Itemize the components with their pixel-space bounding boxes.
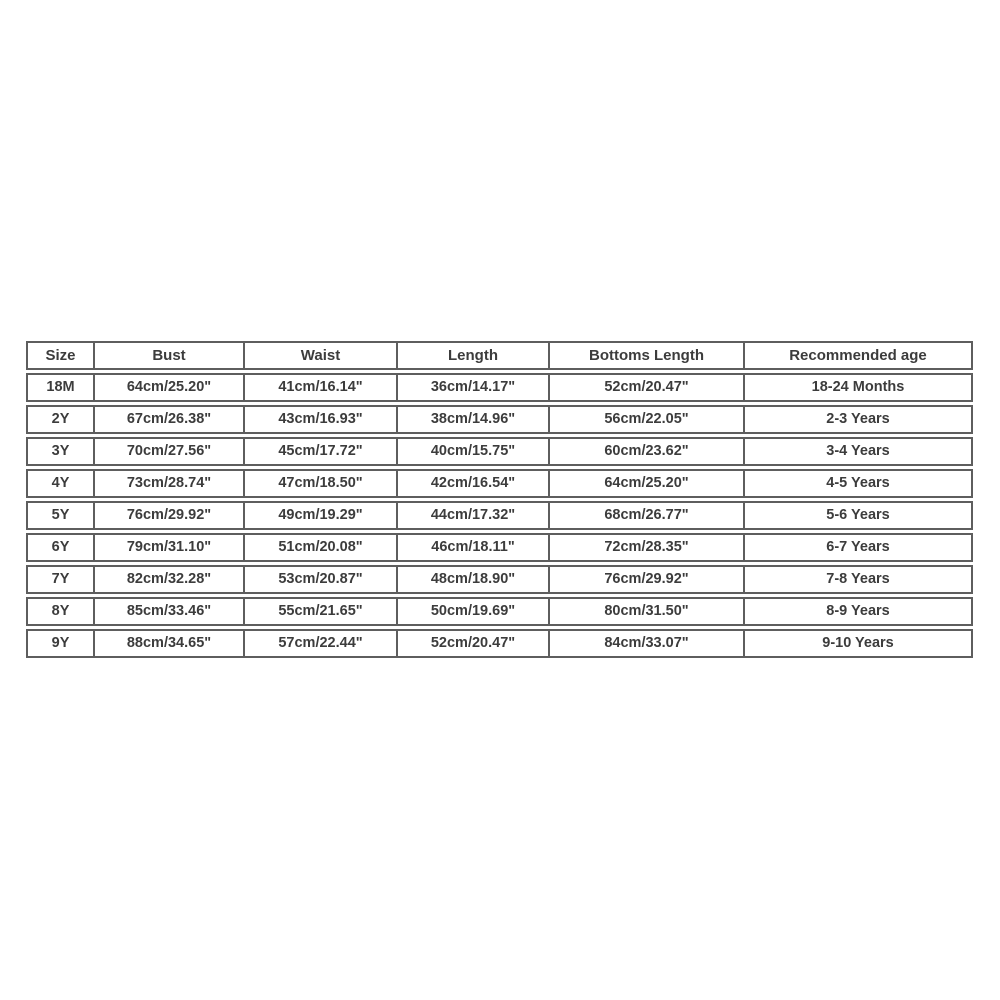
table-header-row [26,341,973,370]
cell-bottoms-length: 60cm/23.62" [548,437,743,466]
cell-recommended-age: 2-3 Years [743,405,973,434]
table-row [26,629,973,658]
cell-length: 48cm/18.90" [396,565,548,594]
cell-length: 36cm/14.17" [396,373,548,402]
cell-size: 7Y [26,565,93,594]
cell-bust: 64cm/25.20" [93,373,243,402]
cell-bust: 85cm/33.46" [93,597,243,626]
column-header-recommended-age: Recommended age [743,341,973,370]
cell-bottoms-length: 56cm/22.05" [548,405,743,434]
cell-waist: 41cm/16.14" [243,373,396,402]
column-header-length: Length [396,341,548,370]
cell-bust: 82cm/32.28" [93,565,243,594]
cell-bottoms-length: 72cm/28.35" [548,533,743,562]
table-row [26,373,973,402]
cell-recommended-age: 18-24 Months [743,373,973,402]
cell-size: 3Y [26,437,93,466]
cell-bust: 88cm/34.65" [93,629,243,658]
table-row [26,437,973,466]
cell-recommended-age: 5-6 Years [743,501,973,530]
cell-size: 8Y [26,597,93,626]
cell-size: 18M [26,373,93,402]
cell-length: 46cm/18.11" [396,533,548,562]
table-row [26,533,973,562]
column-header-size: Size [26,341,93,370]
cell-bottoms-length: 52cm/20.47" [548,373,743,402]
cell-length: 50cm/19.69" [396,597,548,626]
cell-recommended-age: 8-9 Years [743,597,973,626]
cell-recommended-age: 4-5 Years [743,469,973,498]
cell-waist: 51cm/20.08" [243,533,396,562]
cell-recommended-age: 7-8 Years [743,565,973,594]
cell-size: 4Y [26,469,93,498]
cell-length: 38cm/14.96" [396,405,548,434]
cell-bust: 79cm/31.10" [93,533,243,562]
cell-bottoms-length: 80cm/31.50" [548,597,743,626]
cell-waist: 53cm/20.87" [243,565,396,594]
cell-waist: 49cm/19.29" [243,501,396,530]
table-row [26,597,973,626]
cell-size: 9Y [26,629,93,658]
table-row [26,469,973,498]
cell-recommended-age: 3-4 Years [743,437,973,466]
column-header-bottoms-length: Bottoms Length [548,341,743,370]
cell-bottoms-length: 64cm/25.20" [548,469,743,498]
cell-size: 2Y [26,405,93,434]
cell-length: 42cm/16.54" [396,469,548,498]
table-row [26,501,973,530]
column-header-bust: Bust [93,341,243,370]
cell-length: 44cm/17.32" [396,501,548,530]
cell-bottoms-length: 68cm/26.77" [548,501,743,530]
cell-waist: 57cm/22.44" [243,629,396,658]
cell-length: 52cm/20.47" [396,629,548,658]
cell-recommended-age: 9-10 Years [743,629,973,658]
cell-waist: 47cm/18.50" [243,469,396,498]
size-chart-table [26,338,973,661]
cell-bottoms-length: 84cm/33.07" [548,629,743,658]
cell-waist: 45cm/17.72" [243,437,396,466]
cell-recommended-age: 6-7 Years [743,533,973,562]
cell-bust: 70cm/27.56" [93,437,243,466]
cell-size: 6Y [26,533,93,562]
table-row [26,405,973,434]
cell-bust: 73cm/28.74" [93,469,243,498]
cell-size: 5Y [26,501,93,530]
cell-bust: 67cm/26.38" [93,405,243,434]
table-row [26,565,973,594]
cell-bottoms-length: 76cm/29.92" [548,565,743,594]
cell-waist: 55cm/21.65" [243,597,396,626]
cell-waist: 43cm/16.93" [243,405,396,434]
column-header-waist: Waist [243,341,396,370]
cell-length: 40cm/15.75" [396,437,548,466]
cell-bust: 76cm/29.92" [93,501,243,530]
